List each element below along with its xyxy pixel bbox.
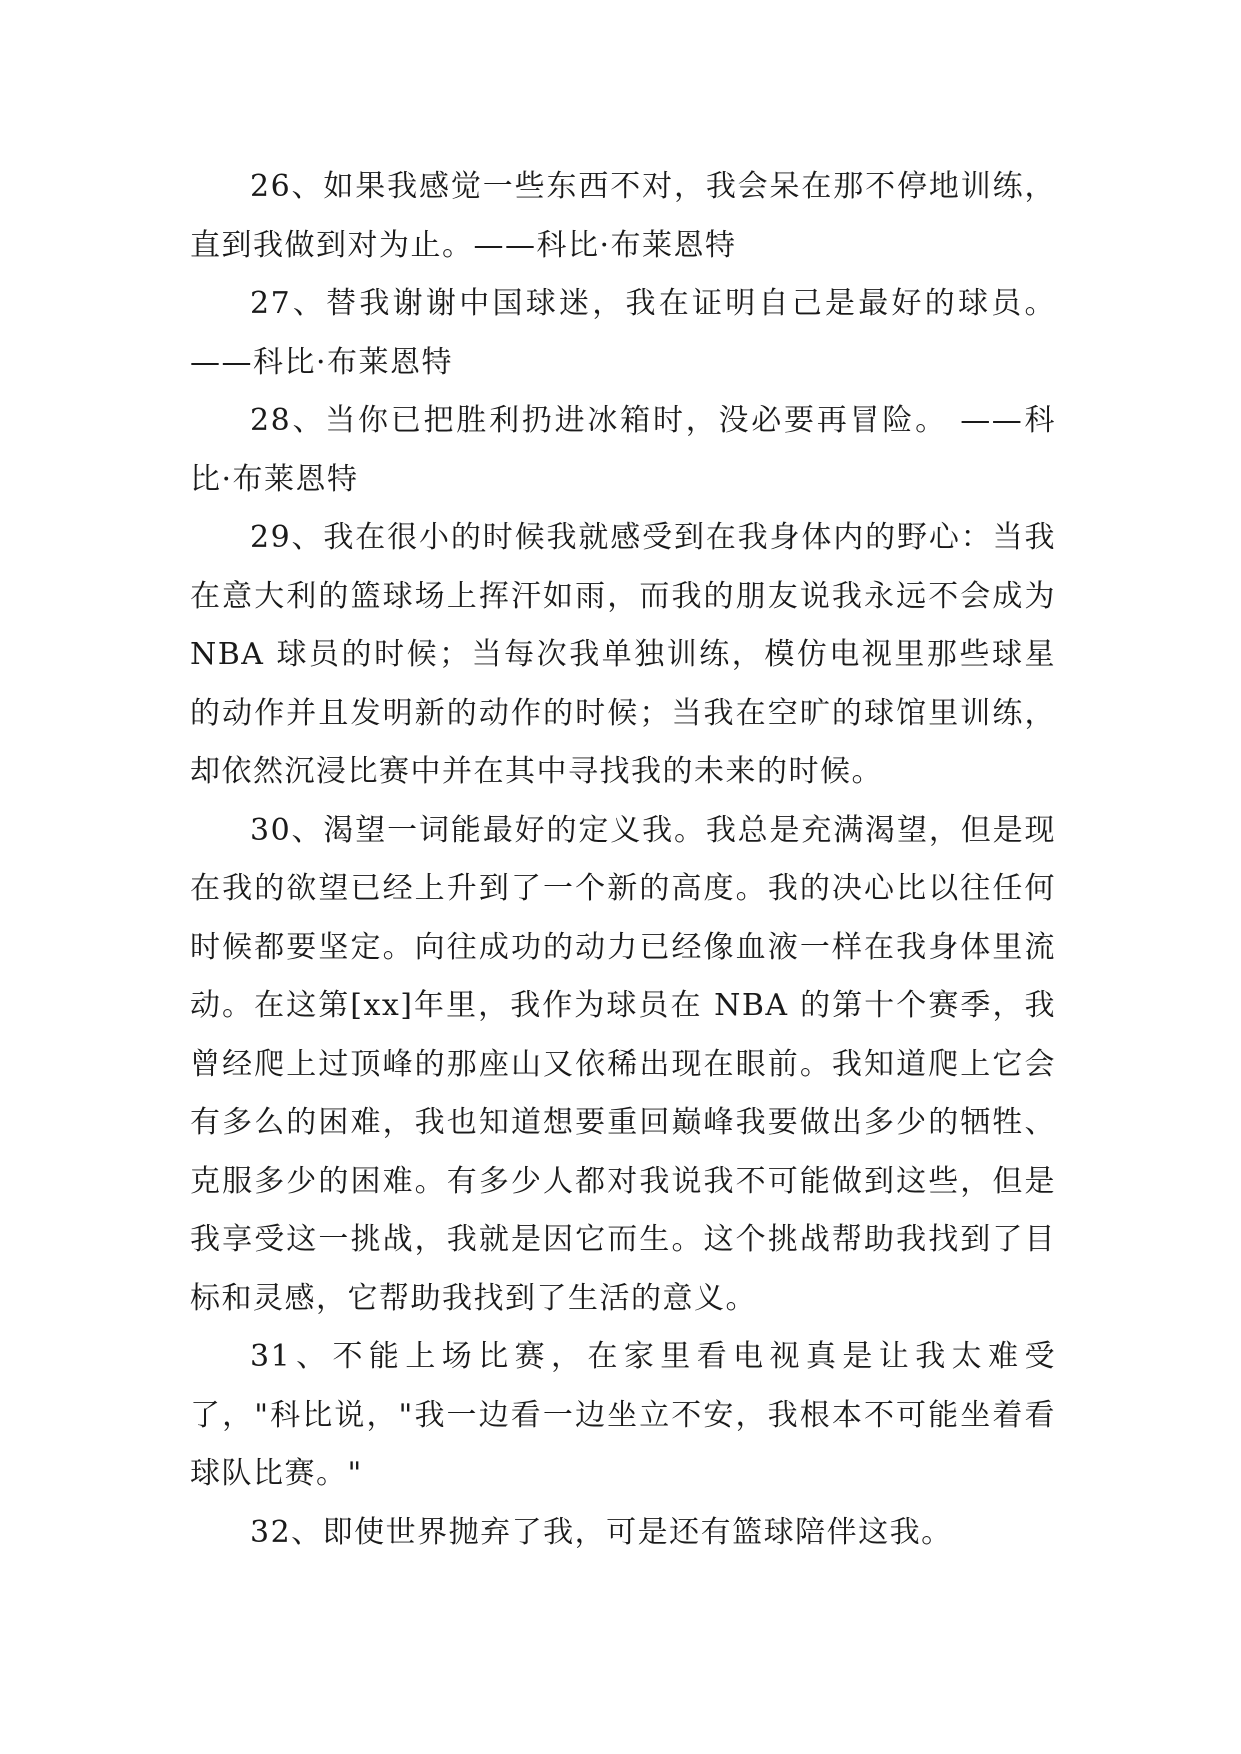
quote-paragraph-26: 26、如果我感觉一些东西不对，我会呆在那不停地训练，直到我做到对为止。——科比·布莱恩特	[190, 169, 1056, 263]
quote-paragraph-27: 27、替我谢谢中国球迷，我在证明自己是最好的球员。——科比·布莱恩特	[190, 286, 1056, 380]
quote-paragraph-31: 31、不能上场比赛，在家里看电视真是让我太难受了，"科比说，"我一边看一边坐立不安，我根本不可能坐着看球队比赛。"	[190, 1339, 1056, 1491]
quote-paragraph-29: 29、我在很小的时候我就感受到在我身体内的野心：当我在意大利的篮球场上挥汗如雨，而我的朋友说我永远不会成为 NBA 球员的时候；当每次我单独训练，模仿电视里那些球星的动作并且发明新的动作的时候；当我在空旷的球馆里训练，却依然沉浸比赛中并在其中寻找我的未来的时候。	[190, 520, 1056, 789]
quote-paragraph-28: 28、当你已把胜利扔进冰箱时，没必要再冒险。 ——科比·布莱恩特	[190, 403, 1056, 497]
quote-paragraph-32: 32、即使世界抛弃了我，可是还有篮球陪伴这我。	[250, 1514, 953, 1550]
quote-paragraph-30: 30、渴望一词能最好的定义我。我总是充满渴望，但是现在我的欲望已经上升到了一个新的高度。我的决心比以往任何时候都要坚定。向往成功的动力已经像血液一样在我身体里流动。在这第[xx]年里，我作为球员在 NBA 的第十个赛季，我曾经爬上过顶峰的那座山又依稀出现在眼前。我知道爬上它会有多么的困难，我也知道想要重回巅峰我要做出多少的牺牲、克服多少的困难。有多少人都对我说我不可能做到这些，但是我享受这一挑战，我就是因它而生。这个挑战帮助我找到了目标和灵感，它帮助我找到了生活的意义。	[190, 812, 1056, 1316]
document-body	[190, 158, 1056, 1562]
